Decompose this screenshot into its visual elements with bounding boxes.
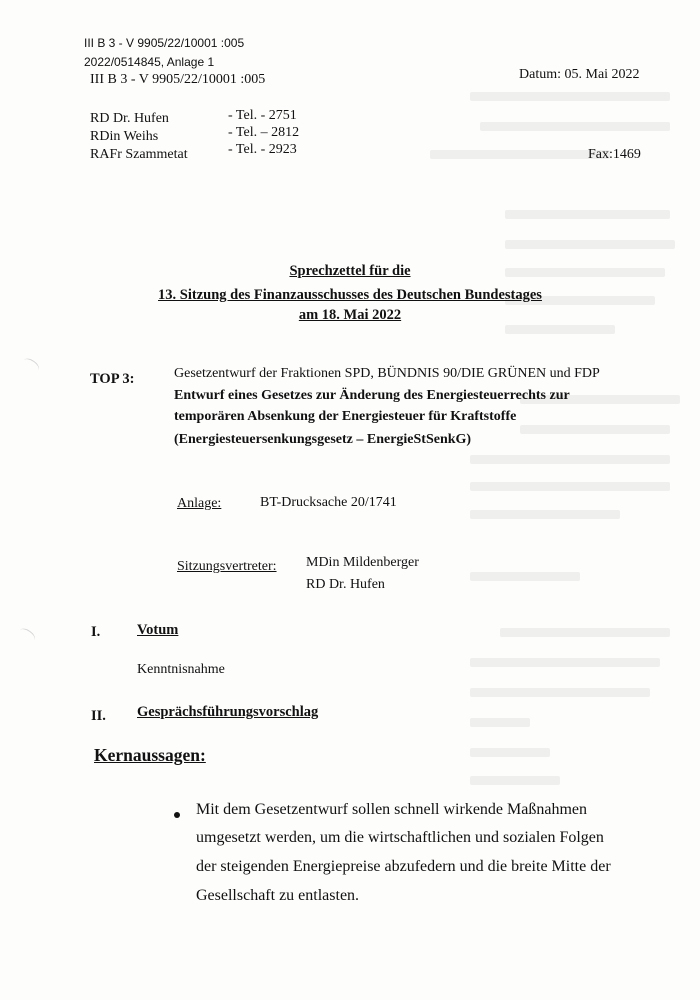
reference-line-2: 2022/0514845, Anlage 1 bbox=[84, 55, 215, 69]
agenda-item-line-1: Gesetzentwurf der Fraktionen SPD, BÜNDNIS 90/DIE GRÜNEN und FDP bbox=[174, 366, 600, 381]
contact-tel: - Tel. – 2812 bbox=[228, 125, 300, 140]
contact-tel: - Tel. - 2923 bbox=[228, 142, 297, 157]
agenda-item-line-4: (Energiesteuersenkungsgesetz – EnergieStSenkG) bbox=[174, 432, 472, 447]
bullet-line-1: Mit dem Gesetzentwurf sollen schnell wirkende Maßnahmen bbox=[196, 801, 587, 818]
bullet-line-4: Gesellschaft zu entlasten. bbox=[196, 887, 360, 904]
fax-number: Fax:1469 bbox=[588, 147, 641, 162]
agenda-item-line-2: Entwurf eines Gesetzes zur Änderung des Energiesteuerrechts zur bbox=[174, 388, 570, 403]
agenda-item-line-3: temporären Absenkung der Energiesteuer für Kraftstoffe bbox=[174, 409, 517, 424]
section-1-heading: Votum bbox=[137, 622, 179, 638]
bullet-line-3: der steigenden Energiepreise abzufedern und die breite Mitte der bbox=[196, 858, 611, 875]
reference-line-1: III B 3 - V 9905/22/10001 :005 bbox=[84, 36, 245, 50]
bullet-icon bbox=[174, 812, 180, 818]
section-1-body: Kenntnisnahme bbox=[137, 662, 225, 677]
title-line-1: Sprechzettel für die bbox=[289, 263, 411, 279]
section-2-numeral: II. bbox=[91, 708, 106, 724]
agenda-item-label: TOP 3: bbox=[90, 371, 135, 387]
contact-name: RD Dr. Hufen bbox=[90, 111, 169, 126]
key-statements-heading: Kernaussagen: bbox=[94, 745, 206, 765]
date: Datum: 05. Mai 2022 bbox=[519, 67, 640, 82]
section-1-numeral: I. bbox=[91, 624, 101, 640]
punch-mark-lower bbox=[16, 626, 37, 645]
contact-name: RDin Weihs bbox=[90, 129, 159, 144]
attachment-value: BT-Drucksache 20/1741 bbox=[260, 495, 397, 510]
attachment-label: Anlage: bbox=[177, 496, 222, 511]
contact-name: RAFr Szammetat bbox=[90, 147, 188, 162]
section-2-heading: Gesprächsführungsvorschlag bbox=[137, 704, 319, 720]
representatives-label: Sitzungsvertreter: bbox=[177, 559, 277, 574]
representative-1: MDin Mildenberger bbox=[306, 555, 419, 570]
reference-line-3: III B 3 - V 9905/22/10001 :005 bbox=[90, 72, 266, 87]
bullet-line-2: umgesetzt werden, um die wirtschaftlichen und sozialen Folgen bbox=[196, 829, 604, 846]
punch-mark-upper bbox=[20, 356, 41, 375]
contact-tel: - Tel. - 2751 bbox=[228, 108, 297, 123]
title-line-2: 13. Sitzung des Finanzausschusses des Deutschen Bundestages bbox=[158, 287, 542, 303]
representative-2: RD Dr. Hufen bbox=[306, 577, 385, 592]
title-line-3: am 18. Mai 2022 bbox=[298, 307, 402, 323]
